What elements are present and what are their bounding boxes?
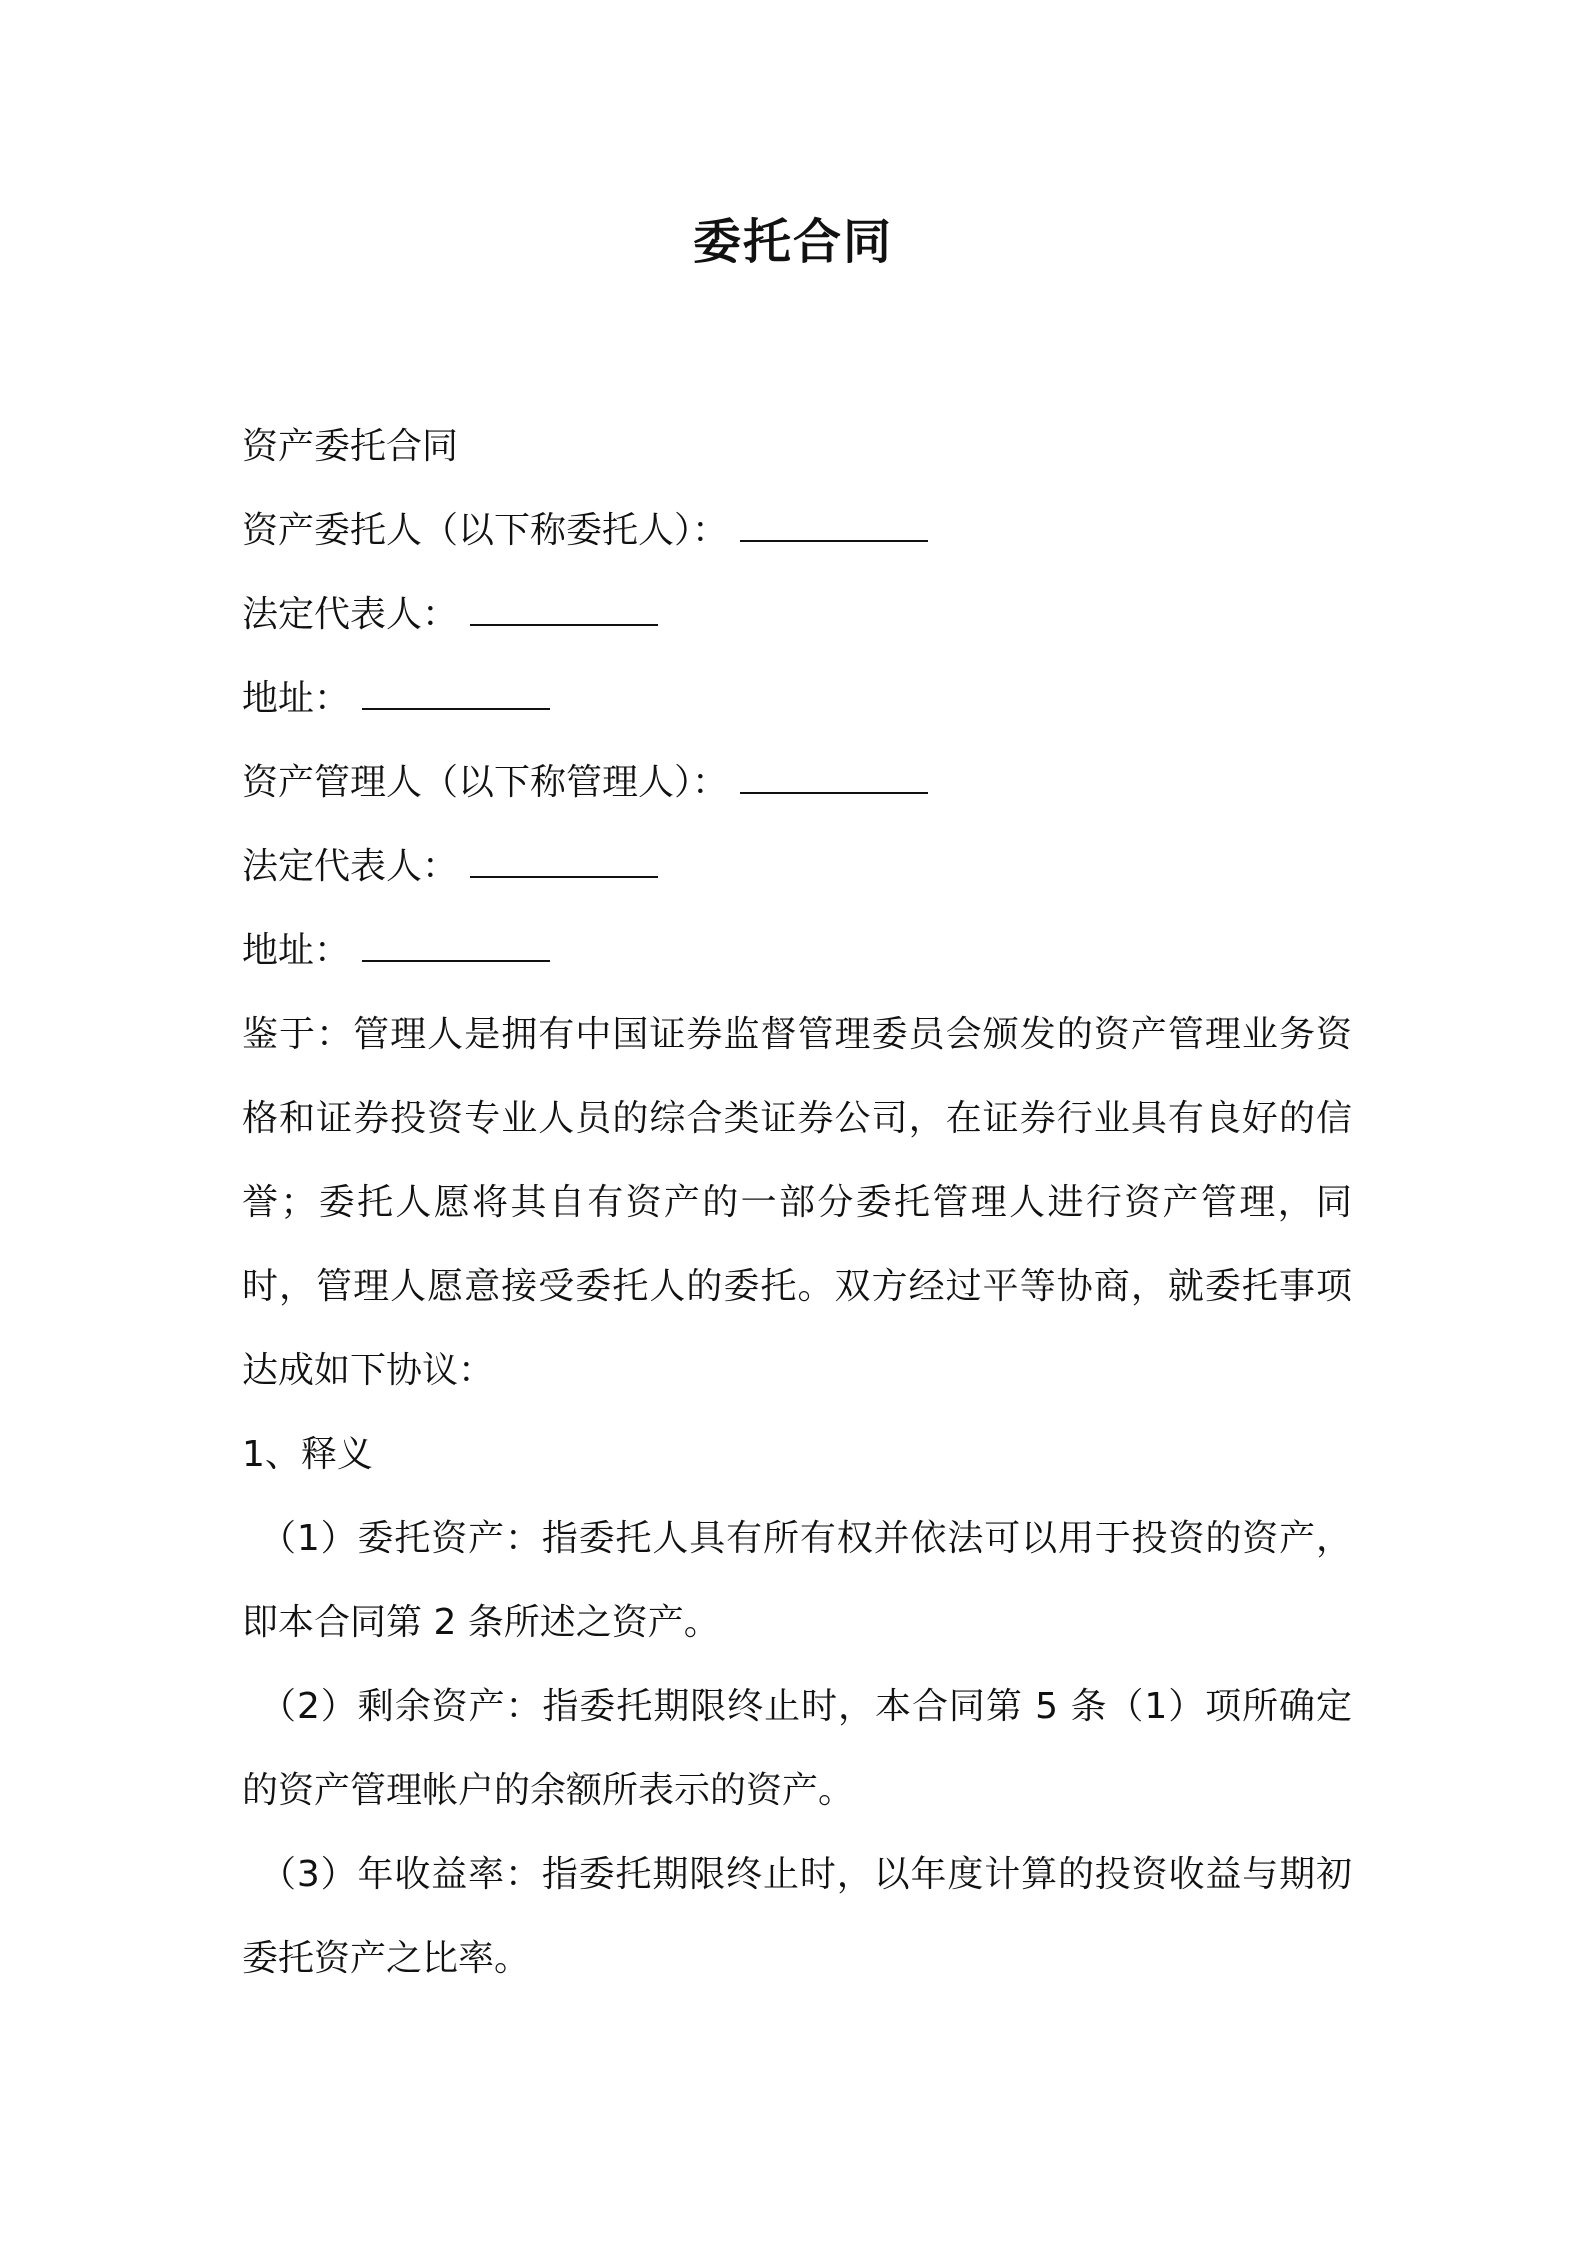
section-heading: 1、释义 — [242, 1434, 373, 1475]
document-body — [242, 405, 1352, 2001]
definition-item: （2）剩余资产：指委托期限终止时，本合同第 5 条（1）项所确定的资产管理帐户的余额所表示的资产。 — [242, 1686, 1352, 1811]
contract-subtitle: 资产委托合同 — [242, 426, 459, 467]
preamble-paragraph: 鉴于：管理人是拥有中国证券监督管理委员会颁发的资产管理业务资格和证券投资专业人员的综合类证券公司，在证券行业具有良好的信誉；委托人愿将其自有资产的一部分委托管理人进行资产管理，同时，管理人愿意接受委托人的委托。双方经过平等协商，就委托事项达成如下协议： — [242, 1014, 1352, 1391]
field-principal-address — [242, 657, 1352, 741]
definition-item: （1）委托资产：指委托人具有所有权并依法可以用于投资的资产，即本合同第 2 条所述之资产。 — [242, 1518, 1352, 1643]
fill-in-blank — [362, 678, 550, 710]
fill-in-blank — [362, 930, 550, 962]
field-manager-address — [242, 909, 1352, 993]
fill-in-blank — [740, 510, 928, 542]
field-principal — [242, 489, 1352, 573]
fill-in-blank — [470, 846, 658, 878]
fill-in-blank — [470, 594, 658, 626]
field-manager-legal-rep — [242, 825, 1352, 909]
field-label: 法定代表人： — [242, 594, 459, 635]
field-label: 地址： — [242, 678, 351, 719]
field-label: 资产委托人（以下称委托人）： — [242, 510, 729, 551]
field-label: 资产管理人（以下称管理人）： — [242, 762, 729, 803]
field-principal-legal-rep — [242, 573, 1352, 657]
field-manager — [242, 741, 1352, 825]
fill-in-blank — [740, 762, 928, 794]
document-title: 委托合同 — [692, 214, 893, 270]
definition-item: （3）年收益率：指委托期限终止时，以年度计算的投资收益与期初委托资产之比率。 — [242, 1854, 1352, 1979]
field-label: 地址： — [242, 930, 351, 971]
field-label: 法定代表人： — [242, 846, 459, 887]
